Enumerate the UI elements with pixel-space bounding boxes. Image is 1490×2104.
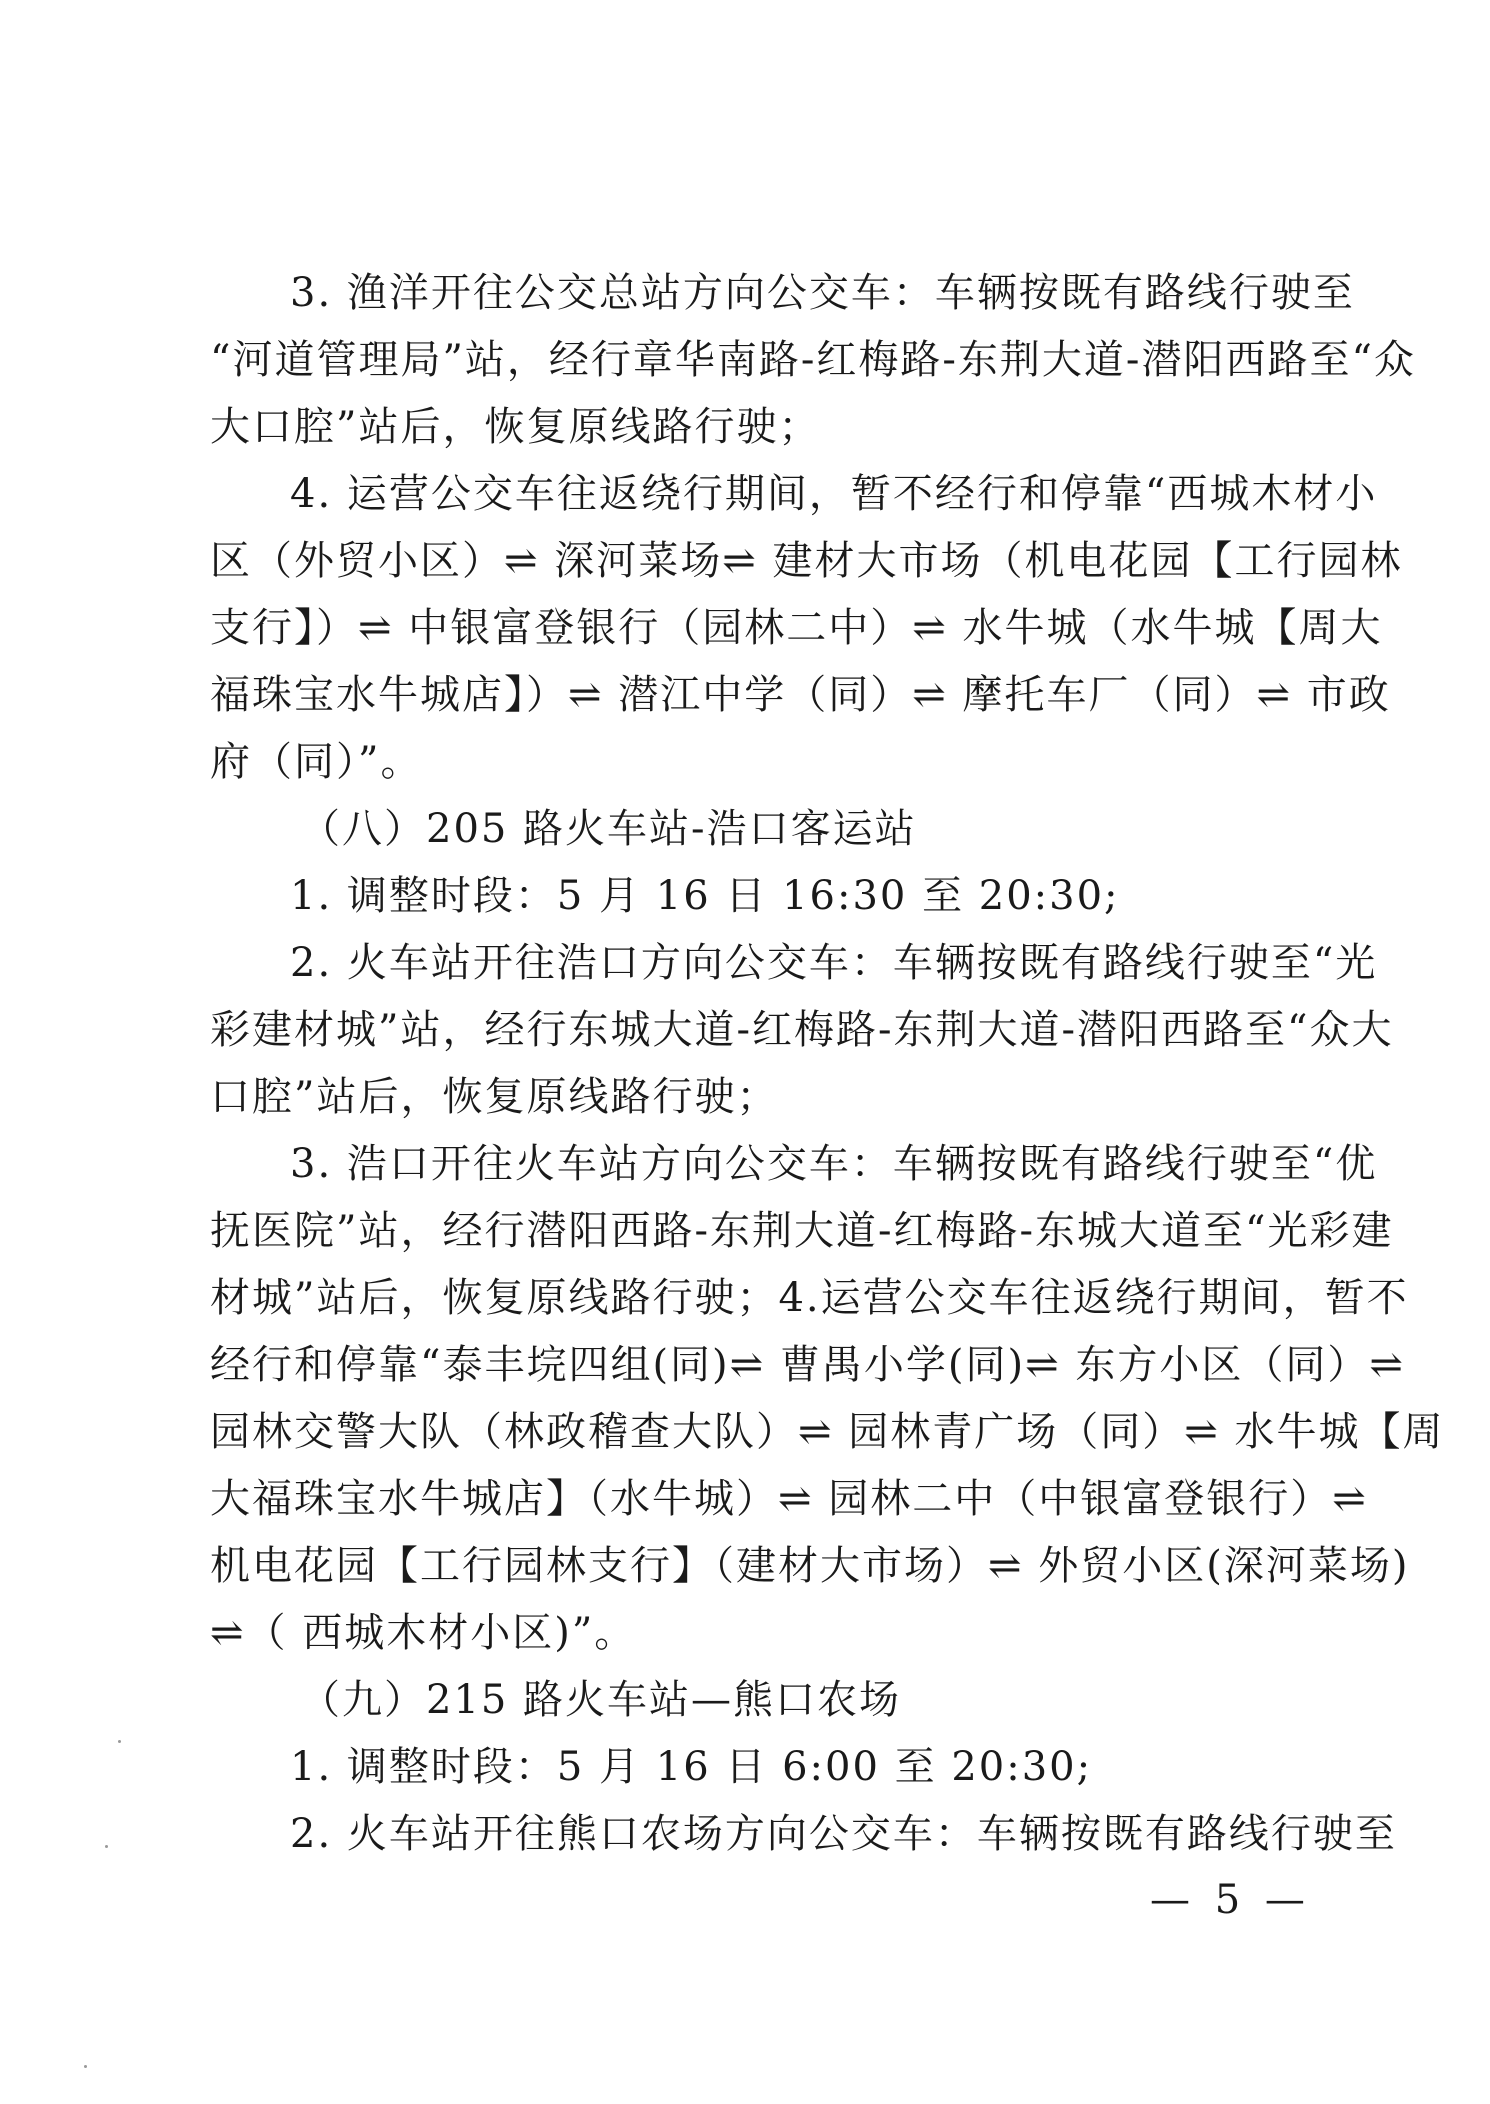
paragraph-line: 福珠宝水牛城店】）⇌ 潜江中学（同）⇌ 摩托车厂（同）⇌ 市政: [210, 672, 1391, 718]
section-heading: （八）205 路火车站-浩口客运站: [300, 806, 917, 852]
paragraph-line: 机电花园【工行园林支行】（建材大市场）⇌ 外贸小区(深河菜场): [210, 1543, 1410, 1589]
paragraph-line: 区（外贸小区）⇌ 深河菜场⇌ 建材大市场（机电花园【工行园林: [210, 538, 1403, 584]
section-heading: （九）215 路火车站—熊口农场: [300, 1677, 902, 1723]
paragraph-line: ⇌（ 西城木材小区)”。: [210, 1610, 637, 1656]
paragraph-line: “河道管理局”站，经行章华南路-红梅路-东荆大道-潜阳西路至“众: [210, 337, 1416, 383]
paragraph-line: 口腔”站后，恢复原线路行驶；: [210, 1074, 779, 1120]
paragraph-line: 2. 火车站开往浩口方向公交车：车辆按既有路线行驶至“光: [290, 940, 1378, 986]
paragraph-line: 府（同）”。: [210, 739, 423, 785]
scan-speck: [105, 1845, 108, 1848]
page-number: — 5 —: [1150, 1877, 1311, 1923]
paragraph-line: 园林交警大队（林政稽查大队）⇌ 园林青广场（同）⇌ 水牛城【周: [210, 1409, 1445, 1455]
paragraph-line: 1. 调整时段：5 月 16 日 16:30 至 20:30;: [290, 873, 1120, 919]
paragraph-line: 大口腔”站后，恢复原线路行驶；: [210, 404, 821, 450]
paragraph-line: 抚医院”站，经行潜阳西路-东荆大道-红梅路-东城大道至“光彩建: [210, 1208, 1394, 1254]
paragraph-line: 材城”站后，恢复原线路行驶；4.运营公交车往返绕行期间，暂不: [210, 1275, 1409, 1321]
paragraph-line: 3. 渔洋开往公交总站方向公交车：车辆按既有路线行驶至: [290, 270, 1355, 316]
paragraph-line: 彩建材城”站，经行东城大道-红梅路-东荆大道-潜阳西路至“众大: [210, 1007, 1394, 1053]
paragraph-line: 4. 运营公交车往返绕行期间，暂不经行和停靠“西城木材小: [290, 471, 1378, 517]
paragraph-line: 3. 浩口开往火车站方向公交车：车辆按既有路线行驶至“优: [290, 1141, 1378, 1187]
scan-speck: [118, 1740, 121, 1743]
scan-speck: [84, 2065, 87, 2068]
paragraph-line: 支行】）⇌ 中银富登银行（园林二中）⇌ 水牛城（水牛城【周大: [210, 605, 1383, 651]
paragraph-line: 1. 调整时段：5 月 16 日 6:00 至 20:30;: [290, 1744, 1093, 1790]
paragraph-line: 2. 火车站开往熊口农场方向公交车：车辆按既有路线行驶至: [290, 1811, 1397, 1857]
paragraph-line: 经行和停靠“泰丰垸四组(同)⇌ 曹禺小学(同)⇌ 东方小区（同）⇌: [210, 1342, 1405, 1388]
paragraph-line: 大福珠宝水牛城店】（水牛城）⇌ 园林二中（中银富登银行）⇌: [210, 1476, 1368, 1522]
